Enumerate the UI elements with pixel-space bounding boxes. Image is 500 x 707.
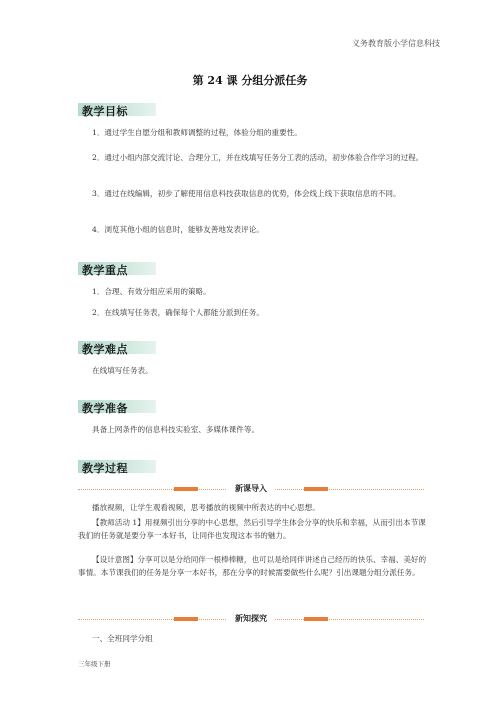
section-heading-label: 教学过程: [82, 462, 128, 475]
explore-paragraph: 一、全班同学分组: [92, 634, 153, 643]
goal-item: 1．通过学生自愿分组和教师调整的过程，体验分组的重要性。: [92, 128, 302, 137]
intro-paragraph: 播放视频，让学生观看视频，思考播放的视频中所表达的中心思想。: [92, 503, 320, 512]
section-heading-process: [78, 457, 128, 473]
preparation-text: 具备上网条件的信息科技实验室、多媒体课件等。: [92, 425, 260, 434]
section-heading-difficulties: [78, 338, 128, 354]
section-heading-label: 教学目标: [82, 105, 128, 118]
subsection-label: 新知探究: [227, 613, 275, 623]
goal-item: 4．浏览其他小组的信息时，能够友善地发表评论。: [92, 225, 264, 234]
key-point-item: 2．在线填写任务表，确保每个人都能分派到任务。: [92, 308, 264, 317]
key-point-item: 1．合理、有效分组应采用的策略。: [92, 287, 211, 296]
goal-item: 3．通过在线编辑，初步了解使用信息科技获取信息的优势，体会线上线下获取信息的不同。: [92, 189, 401, 198]
grade-footer: 三年级下册: [78, 660, 111, 668]
difficulty-text: 在线填写任务表。: [92, 366, 153, 375]
subsection-divider-explore: [78, 613, 424, 625]
subsection-label: 新课导入: [227, 483, 275, 493]
series-header: 义务教育版小学信息科技: [352, 39, 440, 48]
section-heading-label: 教学难点: [82, 343, 128, 356]
goal-item: 2．通过小组内部交流讨论、合理分工，并在线填写任务分工表的活动，初步体验合作学习的过程。: [92, 153, 424, 162]
section-heading-label: 教学重点: [82, 264, 128, 277]
page-title: 第 24 课 分组分派任务: [192, 74, 308, 87]
subsection-divider-intro: [78, 483, 424, 495]
intro-paragraph: 【教师活动 1】用视频引出分享的中心思想，然后引导学生体会分享的快乐和幸福，从而引出本节课我们的任务就是要分享一本好书，让同伴也发现这本书的魅力。: [78, 518, 426, 540]
intro-paragraph: 【设计意图】分享可以是分给同伴一根棒棒糖，也可以是给同伴讲述自己经历的快乐、幸福、美好的事情。本节课我们的任务是分享一本好书，那在分享的时候需要做些什么呢？引出课题分组分派任务。: [78, 555, 427, 577]
section-heading-preparation: [78, 397, 128, 413]
section-heading-key-points: [78, 259, 128, 275]
section-heading-goals: [78, 100, 128, 116]
section-heading-label: 教学准备: [82, 402, 128, 415]
